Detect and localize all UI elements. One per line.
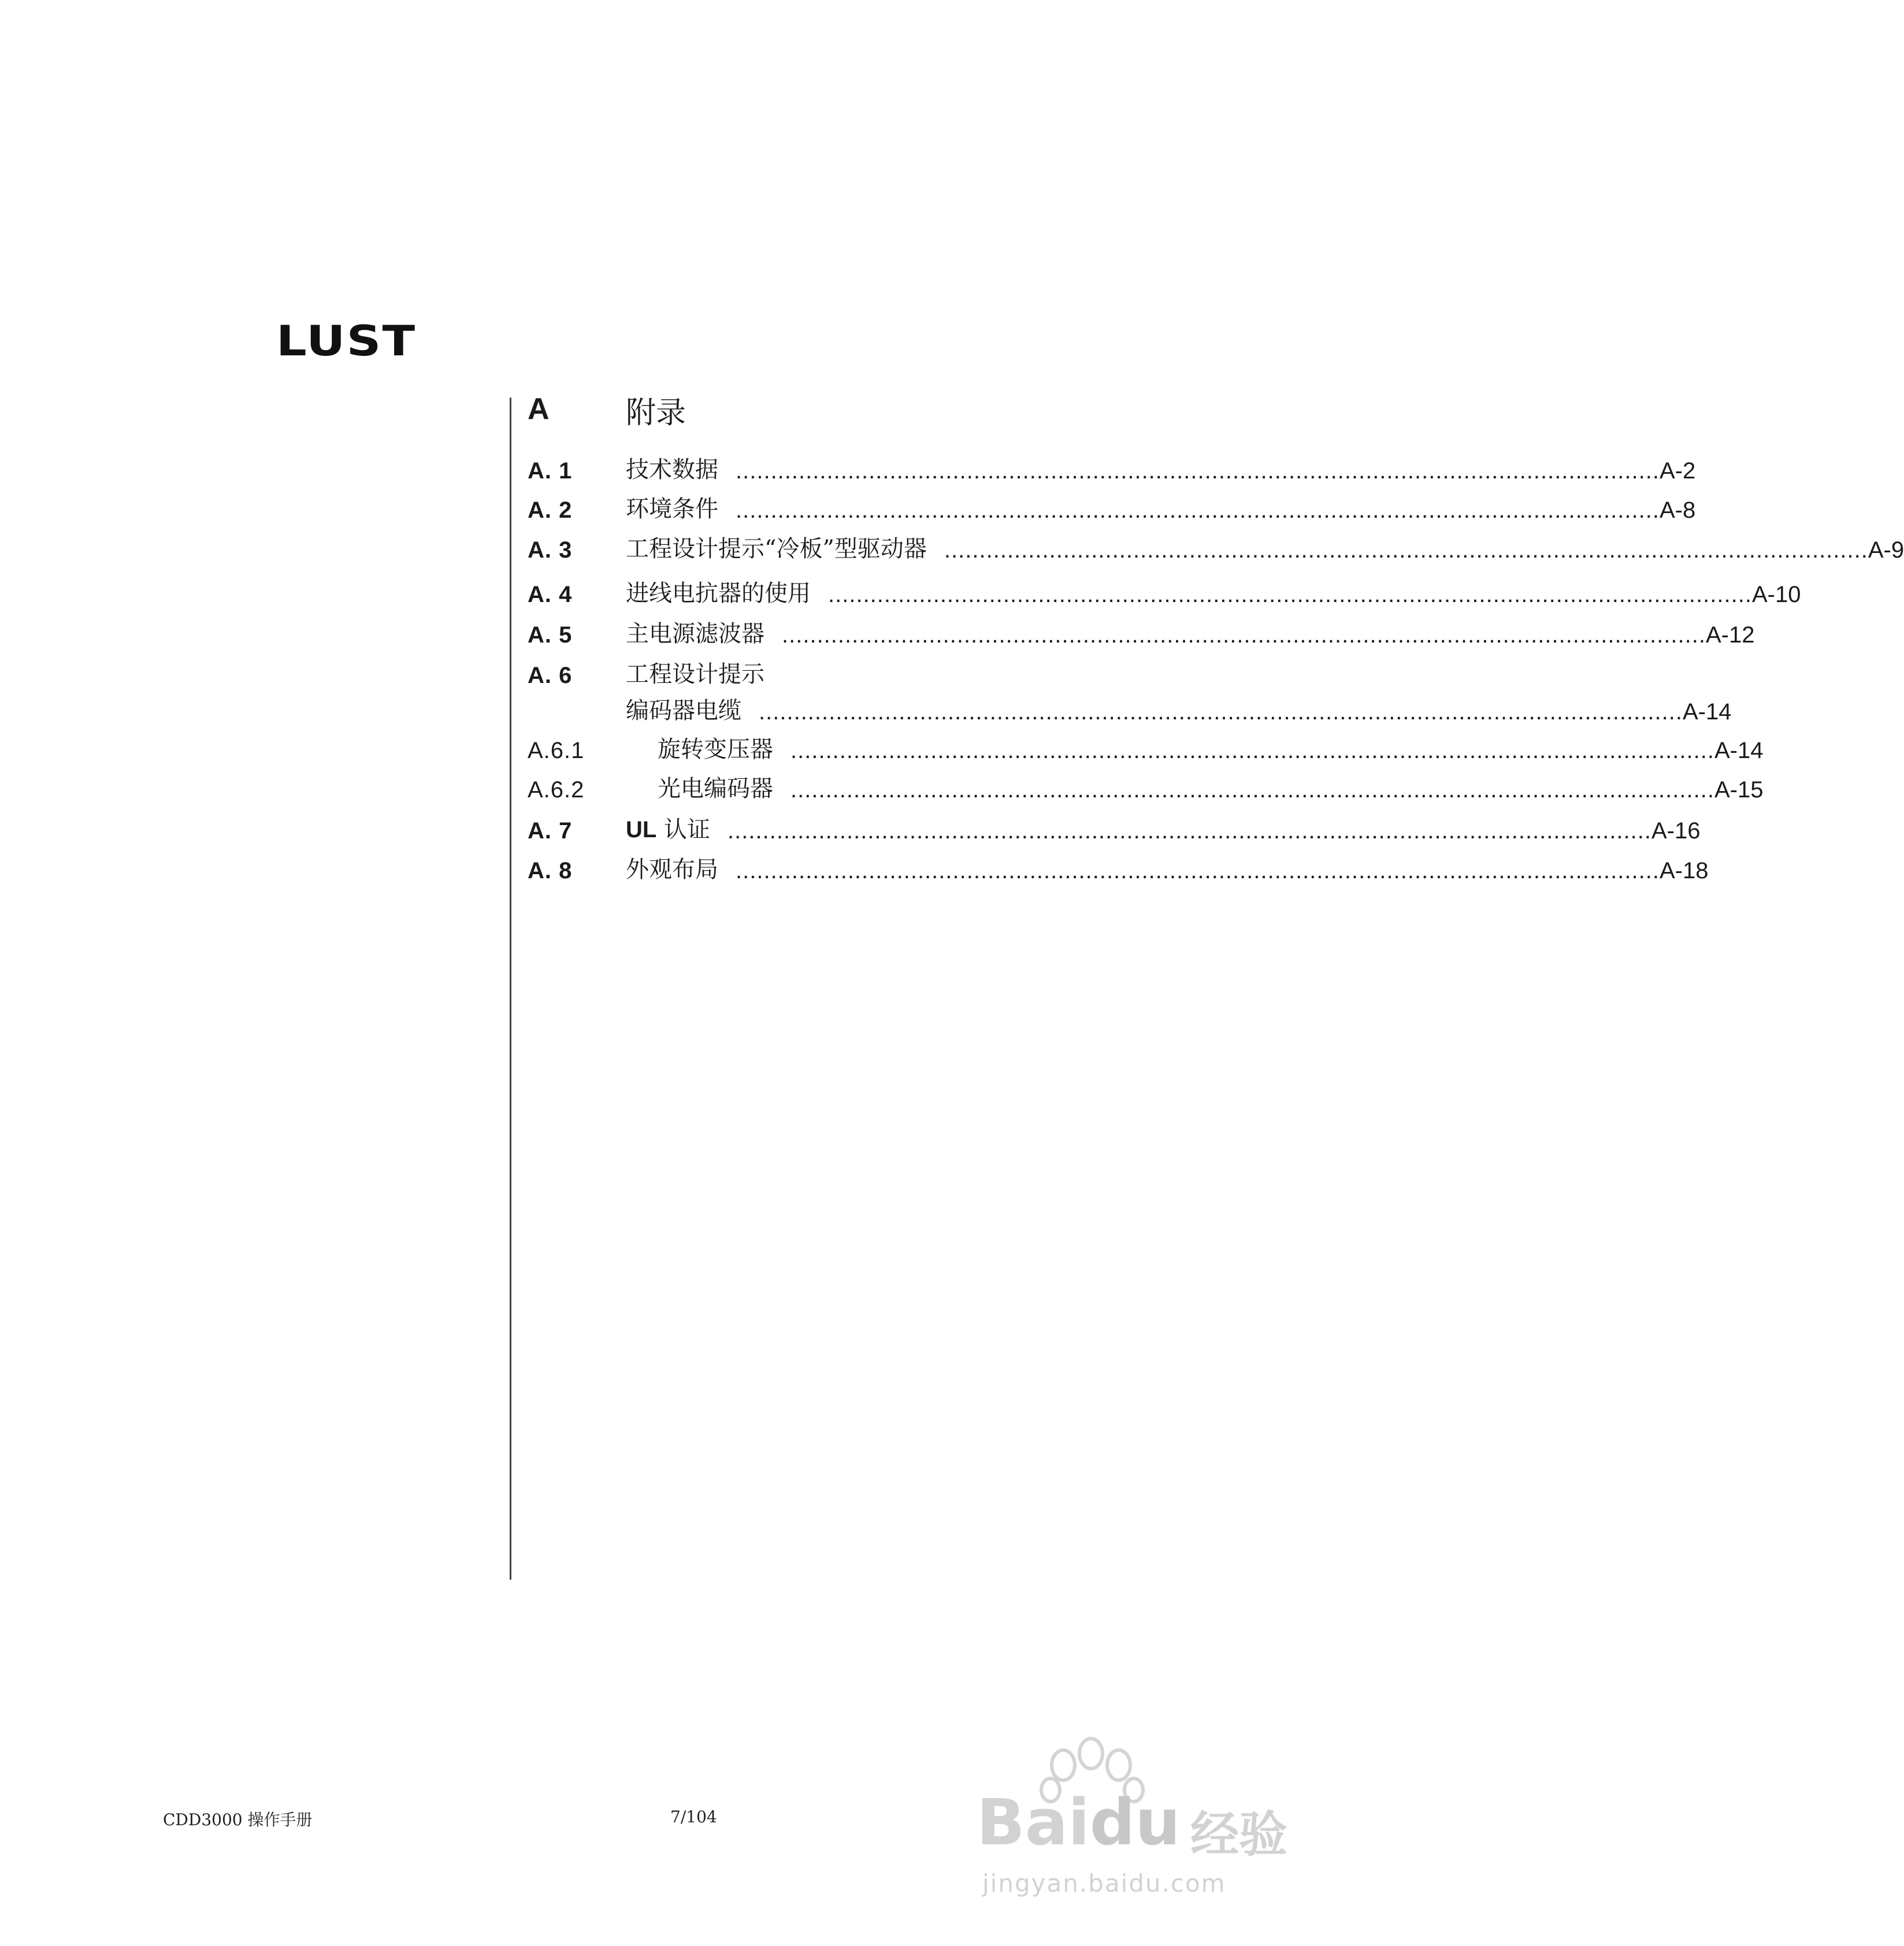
toc-entry-page: A-14 [1682,699,1732,725]
toc-entry-title: 环境条件 [626,496,718,522]
toc-entry-page: A-12 [1705,622,1755,648]
toc-entry-title: 编码器电缆 [626,697,741,724]
toc-entry-page: A-18 [1659,858,1709,883]
toc-entry-title: 工程设计提示 [626,661,764,688]
toc-subentry[interactable] [528,768,1764,803]
toc-entry-number: A.6.2 [528,777,585,803]
toc-entry-page: A-8 [1659,497,1696,523]
toc-entry-title: 主电源滤波器 [626,621,764,647]
toc-entry-page: A-9 [1868,537,1904,563]
toc-entry-title: 技术数据 [626,456,718,483]
watermark-brand-part1: Bai [977,1785,1090,1859]
toc-entry-title-text: 认证 [664,816,711,843]
toc-entry-number: A. 7 [528,818,573,844]
toc-leader-dots: .................................................................................................................................... [790,738,1714,763]
toc-entry[interactable] [528,450,1696,484]
toc-entry-title: 工程设计提示“冷板”型驱动器 [626,536,927,562]
toc-entry-title: 进线电抗器的使用 [626,580,811,607]
watermark-suffix: 经验 [1190,1806,1288,1863]
chapter-number: A [528,392,550,426]
chapter-title: 附录 [626,396,686,430]
toc-leader-dots: .................................................................................................................................... [736,458,1660,484]
toc-leader-dots: .................................................................................................................................... [728,818,1651,844]
toc-entry-page: A-10 [1751,582,1801,607]
toc-leader-dots: .................................................................................................................................... [759,699,1683,725]
toc-entry-title-prefix: UL [626,817,657,842]
toc-entry[interactable] [528,809,1701,844]
toc-entry-number: A. 6 [528,663,573,688]
toc-entry-number: A. 1 [528,458,573,484]
toc-entry-title: 外观布局 [626,856,718,883]
toc-entry-page: A-16 [1651,818,1701,844]
baidu-watermark [977,1728,1300,1901]
toc-leader-dots: .................................................................................................................................... [790,777,1714,803]
toc-entry[interactable] [528,529,1904,563]
toc-entry-number: A. 3 [528,537,573,563]
footer-manual-title: CDD3000 操作手册 [163,1810,313,1829]
toc-entry-page: A-15 [1714,777,1764,803]
toc-entry-title: 光电编码器 [658,775,773,802]
toc-entry-page: A-2 [1659,458,1696,484]
toc-leader-dots: .................................................................................................................................... [736,497,1660,523]
toc-entry-number: A. 5 [528,622,573,648]
toc-entry-number: A. 4 [528,582,573,607]
toc-leader-dots: .................................................................................................................................... [736,858,1660,883]
vertical-rule [510,398,511,1580]
toc-entry[interactable] [528,489,1696,523]
toc-entry[interactable] [528,690,1732,725]
toc-entry[interactable] [528,849,1709,884]
lust-logo: LUST [276,317,417,365]
toc-leader-dots: .................................................................................................................................... [782,622,1706,648]
toc-entry[interactable] [528,614,1755,648]
footer-page-number: 7/104 [670,1807,717,1826]
watermark-url: jingyan.baidu.com [982,1869,1226,1897]
toc-entry-page: A-14 [1714,738,1764,763]
toc-leader-dots: .................................................................................................................................... [944,537,1868,563]
watermark-brand [977,1785,1181,1859]
toc-entry-number: A.6.1 [528,738,585,763]
toc-leader-dots: .................................................................................................................................... [828,582,1752,607]
toc-entry-number: A. 2 [528,497,573,523]
toc-entry-title [626,811,728,844]
toc-entry-number: A. 8 [528,858,573,883]
toc-entry[interactable] [528,654,1257,689]
toc-entry-title: 旋转变压器 [658,736,773,763]
toc-entry[interactable] [528,573,1801,608]
watermark-brand-part2: du [1089,1785,1181,1859]
toc-subentry[interactable] [528,729,1764,764]
